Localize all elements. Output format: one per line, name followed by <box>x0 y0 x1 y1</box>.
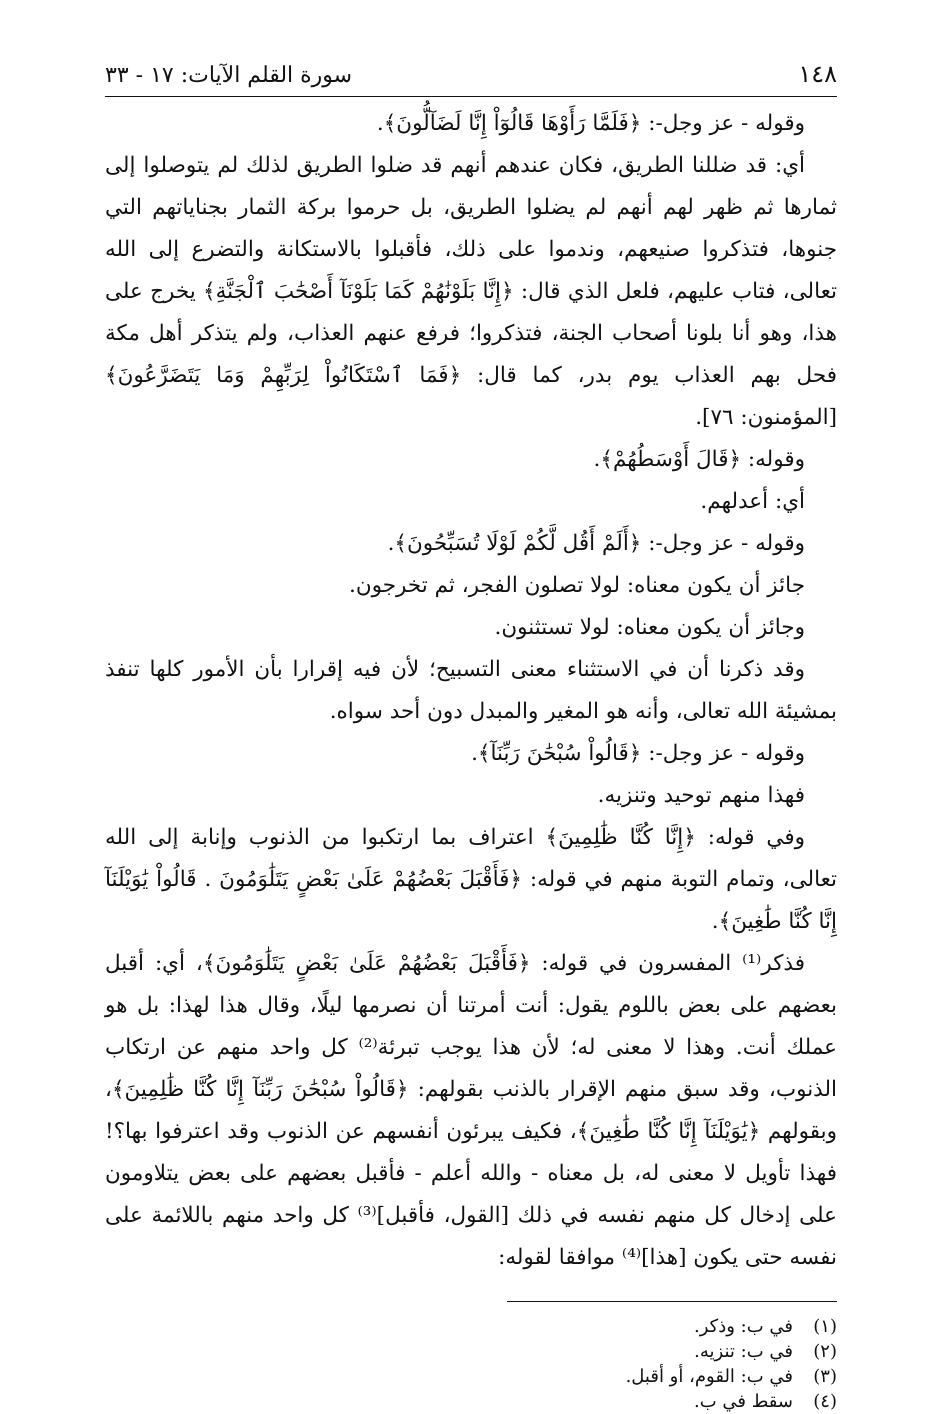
paragraph: جائز أن يكون معناه: لولا تصلون الفجر، ثم تخرجون. <box>349 573 805 598</box>
footnote-rule <box>507 1301 837 1302</box>
paragraph: وقوله - عز وجل-: ﴿فَلَمَّا رَأَوْهَا قَالُوٓاْ إِنَّا لَضَآلُّونَ﴾. <box>376 111 805 136</box>
footnote-text: في ب: القوم، أو أقبل. <box>625 1366 793 1387</box>
paragraph: فهذا منهم توحيد وتنزيه. <box>597 783 805 808</box>
header-rule <box>105 96 837 97</box>
footnote <box>105 1364 837 1389</box>
paragraph: أي: قد ضللنا الطريق، فكان عندهم أنهم قد ضلوا الطريق لذلك لم يتوصلوا إلى ثمارها ثم ظهر لهم أنهم لم يضلوا الطريق، بل حرموا بركة الثمار بجناياتهم التي جنوها، فتذكروا صنيعهم، وندموا على ذلك، فأقبلوا بالاستكانة والتضرع إلى الله تعالى، فتاب عليهم، فلعل الذي قال: ﴿إِنَّا بَلَوْنَٰهُمْ كَمَا بَلَوْنَآ أَصْحَٰبَ ٱلْجَنَّةِ﴾ يخرج على هذا، وهو أنا بلونا أصحاب الجنة، فتذكروا؛ فرفع عنهم العذاب، ولم يتذكر أهل مكة فحل بهم العذاب يوم بدر، كما قال: ﴿فَمَا ٱسْتَكَانُواْ لِرَبِّهِمْ وَمَا يَتَضَرَّعُونَ﴾ [المؤمنون: ٧٦]. <box>105 153 837 430</box>
book-page <box>105 60 837 1414</box>
footnote-text: في ب: وذكر. <box>694 1316 793 1337</box>
footnote-number: (٤) <box>813 1391 837 1412</box>
footnote <box>105 1314 837 1339</box>
footnote-number: (٣) <box>813 1366 837 1387</box>
footnote <box>105 1389 837 1414</box>
page-number: ١٤٨ <box>798 60 837 88</box>
footnote <box>105 1339 837 1364</box>
paragraph: وفي قوله: ﴿إِنَّا كُنَّا ظَٰلِمِينَ﴾ اعتراف بما ارتكبوا من الذنوب وإنابة إلى الله تعالى، وتمام التوبة منهم في قوله: ﴿فَأَقْبَلَ بَعْضُهُمْ عَلَىٰ بَعْضٍ يَتَلَٰوَمُونَ . قَالُواْ يَٰوَيْلَنَآ إِنَّا كُنَّا طَٰغِينَ﴾. <box>105 825 837 934</box>
paragraph: وقد ذكرنا أن في الاستثناء معنى التسبيح؛ لأن فيه إقرارا بأن الأمور كلها تنفذ بمشيئة الله تعالى، وأنه هو المغير والمبدل دون أحد سواه. <box>105 657 837 724</box>
paragraph: وقوله: ﴿قَالَ أَوْسَطُهُمْ﴾. <box>593 447 805 472</box>
paragraph: وقوله - عز وجل-: ﴿قَالُواْ سُبْحَٰنَ رَبِّنَآ﴾. <box>471 741 805 766</box>
paragraph: فذكر⁽¹⁾ المفسرون في قوله: ﴿فَأَقْبَلَ بَعْضُهُمْ عَلَىٰ بَعْضٍ يَتَلَٰوَمُونَ﴾، أي: أقبل بعضهم على بعض باللوم يقول: أنت أمرتنا أن نصرمها ليلًا، وقال هذا لهذا: بل هو عملك أنت. وهذا لا معنى له؛ لأن هذا يوجب تبرئة⁽²⁾ كل واحد منهم عن ارتكاب الذنوب، وقد سبق منهم الإقرار بالذنب بقولهم: ﴿قَالُواْ سُبْحَٰنَ رَبِّنَآ إِنَّا كُنَّا ظَٰلِمِينَ﴾، وبقولهم ﴿يَٰوَيْلَنَآ إِنَّا كُنَّا طَٰغِينَ﴾، فكيف يبرئون أنفسهم عن الذنوب وقد اعترفوا بها؟! فهذا تأويل لا معنى له، بل معناه - والله أعلم - فأقبل بعضهم على بعض يتلاومون على إدخال كل منهم نفسه في ذلك [القول، فأقبل]⁽³⁾ كل واحد منهم باللائمة على نفسه حتى يكون [هذا]⁽⁴⁾ موافقا لقوله: <box>105 951 837 1270</box>
running-title: سورة القلم الآيات: ١٧ - ٣٣ <box>105 63 353 88</box>
footnote-text: في ب: تنزيه. <box>694 1341 793 1362</box>
footnotes <box>105 1314 837 1414</box>
paragraph: وجائز أن يكون معناه: لولا تستثنون. <box>494 615 805 640</box>
main-text <box>105 103 837 1279</box>
paragraph: أي: أعدلهم. <box>700 489 805 514</box>
footnote-text: سقط في ب. <box>694 1391 793 1412</box>
paragraph: وقوله - عز وجل-: ﴿أَلَمْ أَقُل لَّكُمْ لَوْلَا تُسَبِّحُونَ﴾. <box>387 531 805 556</box>
footnote-number: (١) <box>813 1316 837 1337</box>
footnote-number: (٢) <box>813 1341 837 1362</box>
page-header <box>105 60 837 94</box>
